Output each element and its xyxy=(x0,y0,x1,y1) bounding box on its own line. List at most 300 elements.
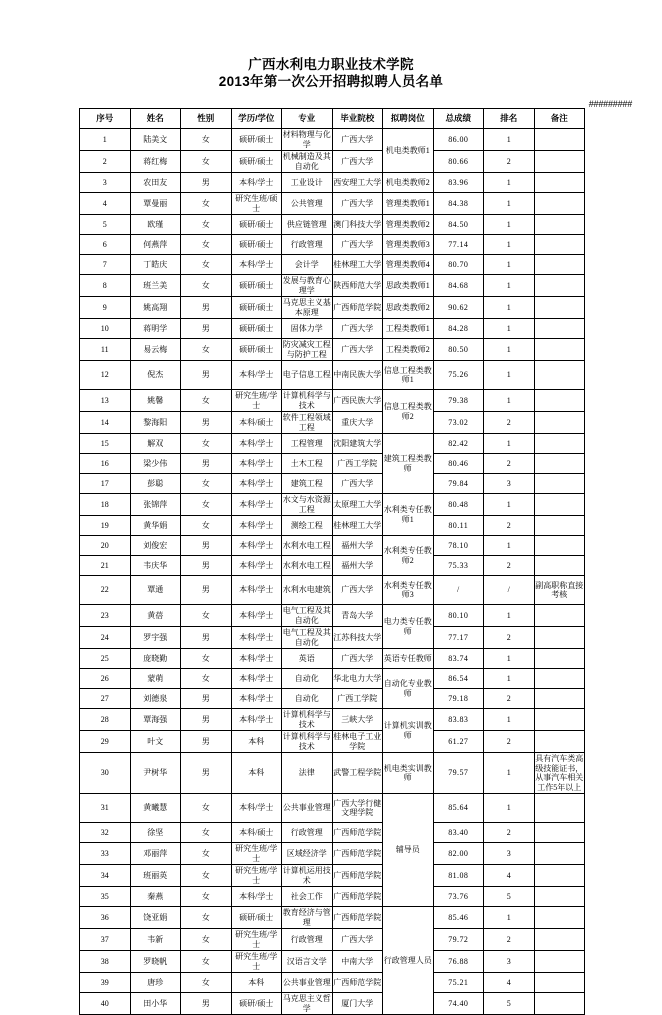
cell-name: 陆美文 xyxy=(130,129,181,151)
cell-school: 桂林理工大学 xyxy=(332,516,383,536)
cell-education: 本科/学士 xyxy=(231,669,282,689)
cell-note xyxy=(534,865,585,887)
cell-note xyxy=(534,215,585,235)
cell-education: 本科/学士 xyxy=(231,556,282,576)
cell-education: 硕研/硕士 xyxy=(231,907,282,929)
cell-name: 唐珍 xyxy=(130,973,181,993)
table-row xyxy=(80,865,585,887)
cell-gender: 男 xyxy=(181,731,232,753)
cell-school: 广西师范学院 xyxy=(332,907,383,929)
cell-score: / xyxy=(433,576,484,605)
cell-education: 本科/学士 xyxy=(231,434,282,454)
cell-score: 77.14 xyxy=(433,235,484,255)
cell-school: 中南大学 xyxy=(332,951,383,973)
cell-note xyxy=(534,474,585,494)
cell-name: 易云梅 xyxy=(130,339,181,361)
table-row xyxy=(80,193,585,215)
column-header-note: 备注 xyxy=(534,109,585,129)
cell-index: 27 xyxy=(80,689,131,709)
cell-post: 思政类教师1 xyxy=(383,275,434,297)
cell-rank: 1 xyxy=(484,753,535,794)
cell-education: 硕研/硕士 xyxy=(231,297,282,319)
table-row xyxy=(80,361,585,390)
cell-gender: 女 xyxy=(181,973,232,993)
cell-rank: 1 xyxy=(484,709,535,731)
cell-name: 罗宇强 xyxy=(130,627,181,649)
cell-major: 英语 xyxy=(282,649,333,669)
cell-post: 自动化专业教师 xyxy=(383,669,434,709)
cell-score: 85.64 xyxy=(433,794,484,823)
cell-note xyxy=(534,794,585,823)
cell-index: 23 xyxy=(80,605,131,627)
cell-school: 福州大学 xyxy=(332,556,383,576)
cell-major: 法律 xyxy=(282,753,333,794)
cell-post: 建筑工程类教师 xyxy=(383,434,434,494)
cell-score: 75.26 xyxy=(433,361,484,390)
cell-score: 86.00 xyxy=(433,129,484,151)
cell-education: 本科/学士 xyxy=(231,887,282,907)
cell-education: 硕研/硕士 xyxy=(231,319,282,339)
cell-education: 本科/学士 xyxy=(231,709,282,731)
cell-note xyxy=(534,993,585,1015)
cell-rank: 1 xyxy=(484,275,535,297)
cell-score: 84.28 xyxy=(433,319,484,339)
cell-major: 水利水电建筑 xyxy=(282,576,333,605)
cell-score: 79.38 xyxy=(433,390,484,412)
cell-score: 80.46 xyxy=(433,454,484,474)
cell-major: 马克思主义基本原理 xyxy=(282,298,331,317)
table-row xyxy=(80,454,585,474)
cell-index: 10 xyxy=(80,319,131,339)
cell-score: 83.96 xyxy=(433,173,484,193)
cell-major: 公共事业管理 xyxy=(282,794,333,823)
cell-school: 广西民族大学 xyxy=(332,390,383,412)
cell-education: 研究生班/学士 xyxy=(231,843,282,865)
cell-index: 3 xyxy=(80,173,131,193)
cell-score: 84.50 xyxy=(433,215,484,235)
cell-gender: 女 xyxy=(181,390,232,412)
cell-score: 80.70 xyxy=(433,255,484,275)
cell-name: 解双 xyxy=(130,434,181,454)
cell-gender: 女 xyxy=(181,669,232,689)
cell-rank: 1 xyxy=(484,536,535,556)
cell-note xyxy=(534,689,585,709)
cell-school: 西安理工大学 xyxy=(332,173,383,193)
table-row xyxy=(80,753,585,794)
cell-note xyxy=(534,536,585,556)
cell-index: 9 xyxy=(80,297,131,319)
cell-index: 30 xyxy=(80,753,131,794)
cell-education: 硕研/硕士 xyxy=(231,215,282,235)
cell-rank: 1 xyxy=(484,649,535,669)
cell-score: 76.88 xyxy=(433,951,484,973)
cell-education: 硕研/硕士 xyxy=(231,151,282,173)
cell-score: 84.68 xyxy=(433,275,484,297)
cell-name: 邓丽萍 xyxy=(130,843,181,865)
cell-gender: 男 xyxy=(181,412,232,434)
cell-education: 本科/学士 xyxy=(231,689,282,709)
cell-note xyxy=(534,339,585,361)
cell-school: 广西大学 xyxy=(332,929,383,951)
cell-name: 班兰美 xyxy=(130,275,181,297)
cell-school: 广西大学 xyxy=(332,151,383,173)
cell-score: 80.10 xyxy=(433,605,484,627)
table-row xyxy=(80,275,585,297)
cell-school: 厦门大学 xyxy=(332,993,383,1015)
cell-score: 83.83 xyxy=(433,709,484,731)
cell-education: 本科/学士 xyxy=(231,361,282,390)
cell-post: 机电类实训教师 xyxy=(383,753,434,794)
cell-education: 硕研/硕士 xyxy=(231,235,282,255)
cell-name: 黄曦慧 xyxy=(130,794,181,823)
cell-post: 管理类教师1 xyxy=(383,193,434,215)
cell-major: 防灾减灾工程与防护工程 xyxy=(282,340,331,359)
table-row xyxy=(80,973,585,993)
table-row xyxy=(80,627,585,649)
cell-post: 行政管理人员 xyxy=(383,907,434,1015)
table-row xyxy=(80,339,585,361)
cell-name: 韦庆华 xyxy=(130,556,181,576)
cell-score: 75.21 xyxy=(433,973,484,993)
cell-gender: 女 xyxy=(181,255,232,275)
cell-major: 计算机运用技术 xyxy=(282,866,331,885)
cell-rank: 5 xyxy=(484,993,535,1015)
cell-note xyxy=(534,556,585,576)
cell-index: 6 xyxy=(80,235,131,255)
cell-score: 80.50 xyxy=(433,339,484,361)
cell-score: 83.40 xyxy=(433,823,484,843)
cell-school: 福州大学 xyxy=(332,536,383,556)
cell-post: 机电类教师1 xyxy=(383,129,434,173)
column-header-post: 拟聘岗位 xyxy=(383,109,434,129)
cell-school: 江苏科技大学 xyxy=(332,627,383,649)
cell-note xyxy=(534,951,585,973)
cell-rank: 2 xyxy=(484,823,535,843)
cell-education: 本科/学士 xyxy=(231,474,282,494)
cell-post: 机电类教师2 xyxy=(383,173,434,193)
cell-gender: 女 xyxy=(181,929,232,951)
cell-major: 马克思主义哲学 xyxy=(282,994,331,1013)
cell-name: 饶亚娟 xyxy=(130,907,181,929)
cell-major: 公共管理 xyxy=(282,193,333,215)
cell-gender: 男 xyxy=(181,173,232,193)
cell-index: 24 xyxy=(80,627,131,649)
table-row xyxy=(80,129,585,151)
table-row xyxy=(80,434,585,454)
cell-rank: 1 xyxy=(484,255,535,275)
cell-name: 彭聪 xyxy=(130,474,181,494)
cell-rank: 1 xyxy=(484,297,535,319)
cell-gender: 女 xyxy=(181,794,232,823)
cell-rank: 1 xyxy=(484,339,535,361)
cell-score: 86.54 xyxy=(433,669,484,689)
cell-name: 蒙萌 xyxy=(130,669,181,689)
cell-education: 硕研/硕士 xyxy=(231,993,282,1015)
cell-rank: 3 xyxy=(484,951,535,973)
cell-note xyxy=(534,390,585,412)
cell-name: 姚高翔 xyxy=(130,297,181,319)
cell-education: 本科/学士 xyxy=(231,627,282,649)
column-header-major: 专业 xyxy=(282,109,333,129)
cell-index: 29 xyxy=(80,731,131,753)
cell-gender: 男 xyxy=(181,753,232,794)
cell-gender: 女 xyxy=(181,193,232,215)
cell-rank: 4 xyxy=(484,865,535,887)
cell-note xyxy=(534,649,585,669)
cell-gender: 女 xyxy=(181,649,232,669)
table-row xyxy=(80,843,585,865)
page-title-line-2: 2013年第一次公开招聘拟聘人员名单 xyxy=(218,74,444,89)
cell-rank: 1 xyxy=(484,319,535,339)
cell-note xyxy=(534,973,585,993)
cell-school: 广西师范学院 xyxy=(332,887,383,907)
cell-rank: 2 xyxy=(484,454,535,474)
cell-education: 本科/学士 xyxy=(231,605,282,627)
cell-education: 研究生班/学士 xyxy=(231,929,282,951)
cell-index: 11 xyxy=(80,339,131,361)
cell-gender: 女 xyxy=(181,275,232,297)
cell-gender: 女 xyxy=(181,494,232,516)
cell-name: 刘俊宏 xyxy=(130,536,181,556)
table-row xyxy=(80,649,585,669)
column-header-score: 总成绩 xyxy=(433,109,484,129)
cell-name: 班丽英 xyxy=(130,865,181,887)
column-header-name: 姓名 xyxy=(130,109,181,129)
cell-index: 8 xyxy=(80,275,131,297)
cell-name: 覃通 xyxy=(130,576,181,605)
cell-major: 行政管理 xyxy=(282,929,333,951)
column-header-index: 序号 xyxy=(80,109,131,129)
cell-rank: 2 xyxy=(484,627,535,649)
cell-major: 材料物理与化学 xyxy=(282,130,331,149)
cell-note xyxy=(534,193,585,215)
cell-index: 7 xyxy=(80,255,131,275)
cell-school: 陕西师范大学 xyxy=(332,275,383,297)
cell-rank: 3 xyxy=(484,843,535,865)
cell-name: 欧瑾 xyxy=(130,215,181,235)
cell-gender: 男 xyxy=(181,536,232,556)
cell-rank: 2 xyxy=(484,731,535,753)
cell-note: 具有汽车类高级技能证书，从事汽车相关工作5年以上 xyxy=(535,754,584,792)
cell-rank: 1 xyxy=(484,173,535,193)
table-row xyxy=(80,173,585,193)
cell-index: 22 xyxy=(80,576,131,605)
cell-score: 74.40 xyxy=(433,993,484,1015)
cell-gender: 男 xyxy=(181,709,232,731)
cell-score: 79.84 xyxy=(433,474,484,494)
cell-school: 华北电力大学 xyxy=(332,669,383,689)
table-row xyxy=(80,319,585,339)
cell-note xyxy=(534,173,585,193)
cell-school: 重庆大学 xyxy=(332,412,383,434)
cell-name: 黄蓓 xyxy=(130,605,181,627)
cell-school: 桂林理工大学 xyxy=(332,255,383,275)
cell-school: 三峡大学 xyxy=(332,709,383,731)
cell-score: 80.66 xyxy=(433,151,484,173)
cell-note xyxy=(534,454,585,474)
column-header-gender: 性别 xyxy=(181,109,232,129)
cell-note xyxy=(534,516,585,536)
cell-note xyxy=(534,361,585,390)
cell-name: 覃海强 xyxy=(130,709,181,731)
cell-education: 本科/硕士 xyxy=(231,823,282,843)
cell-rank: 1 xyxy=(484,215,535,235)
cell-index: 34 xyxy=(80,865,131,887)
table-row xyxy=(80,390,585,412)
cell-name: 徐坚 xyxy=(130,823,181,843)
cell-gender: 女 xyxy=(181,474,232,494)
cell-score: 73.02 xyxy=(433,412,484,434)
cell-education: 硕研/硕士 xyxy=(231,275,282,297)
cell-major: 供应链管理 xyxy=(282,215,333,235)
cell-school: 广西大学 xyxy=(332,339,383,361)
cell-rank: 2 xyxy=(484,516,535,536)
cell-note xyxy=(534,823,585,843)
table-row xyxy=(80,951,585,973)
cell-post: 管理类教师3 xyxy=(383,235,434,255)
table-header xyxy=(80,109,585,129)
cell-rank: 2 xyxy=(484,412,535,434)
overflow-marker: ######### xyxy=(588,99,632,109)
cell-gender: 男 xyxy=(181,319,232,339)
cell-score: 84.38 xyxy=(433,193,484,215)
cell-note xyxy=(534,235,585,255)
cell-major: 区域经济学 xyxy=(282,843,333,865)
cell-note xyxy=(534,605,585,627)
cell-post: 思政类教师2 xyxy=(383,297,434,319)
cell-post: 计算机实训教师 xyxy=(383,709,434,753)
cell-score: 61.27 xyxy=(433,731,484,753)
cell-name: 韦新 xyxy=(130,929,181,951)
table-row xyxy=(80,412,585,434)
cell-name: 张锦萍 xyxy=(130,494,181,516)
cell-note xyxy=(534,494,585,516)
cell-note xyxy=(534,275,585,297)
cell-rank: 1 xyxy=(484,605,535,627)
cell-gender: 男 xyxy=(181,454,232,474)
cell-education: 研究生班/学士 xyxy=(231,865,282,887)
cell-note: 副高职称直接考核 xyxy=(534,576,585,605)
cell-note xyxy=(534,669,585,689)
cell-school: 太原理工大学 xyxy=(332,494,383,516)
cell-rank: 3 xyxy=(484,474,535,494)
cell-school: 广西工学院 xyxy=(332,454,383,474)
cell-rank: 2 xyxy=(484,929,535,951)
column-header-school: 毕业院校 xyxy=(332,109,383,129)
cell-name: 蒋红梅 xyxy=(130,151,181,173)
cell-school: 中南民族大学 xyxy=(332,361,383,390)
cell-index: 32 xyxy=(80,823,131,843)
cell-note xyxy=(534,129,585,151)
cell-major: 计算机科学与技术 xyxy=(282,732,331,751)
cell-gender: 女 xyxy=(181,215,232,235)
cell-education: 本科 xyxy=(231,973,282,993)
cell-gender: 女 xyxy=(181,865,232,887)
cell-education: 本科/学士 xyxy=(231,494,282,516)
cell-name: 农田友 xyxy=(130,173,181,193)
cell-score: 83.74 xyxy=(433,649,484,669)
column-header-education: 学历/学位 xyxy=(231,109,282,129)
cell-score: 90.62 xyxy=(433,297,484,319)
cell-major: 计算机科学与技术 xyxy=(282,391,331,410)
cell-name: 覃曼丽 xyxy=(130,193,181,215)
cell-major: 教育经济与管理 xyxy=(282,908,331,927)
table-row xyxy=(80,494,585,516)
cell-gender: 男 xyxy=(181,689,232,709)
cell-school: 广西大学 xyxy=(332,193,383,215)
cell-index: 36 xyxy=(80,907,131,929)
cell-school: 广西师范学院 xyxy=(332,973,383,993)
cell-rank: 2 xyxy=(484,689,535,709)
page-title-line-1: 广西水利电力职业技术学院 xyxy=(248,57,414,72)
cell-major: 土木工程 xyxy=(282,454,333,474)
cell-index: 33 xyxy=(80,843,131,865)
cell-rank: 1 xyxy=(484,907,535,929)
cell-major: 行政管理 xyxy=(282,235,333,255)
cell-note xyxy=(534,907,585,929)
cell-major: 汉语言文学 xyxy=(282,951,333,973)
cell-major: 固体力学 xyxy=(282,319,333,339)
cell-major: 水利水电工程 xyxy=(282,536,333,556)
cell-score: 79.18 xyxy=(433,689,484,709)
table-row xyxy=(80,235,585,255)
cell-index: 12 xyxy=(80,361,131,390)
cell-school: 广西大学行健文理学院 xyxy=(332,794,383,823)
cell-index: 21 xyxy=(80,556,131,576)
cell-major: 机械制造及其自动化 xyxy=(282,152,331,171)
cell-post: 工程类教师1 xyxy=(383,319,434,339)
roster-table xyxy=(79,108,585,1015)
cell-post: 工程类教师2 xyxy=(383,339,434,361)
cell-major: 自动化 xyxy=(282,689,333,709)
cell-note xyxy=(534,731,585,753)
cell-major: 行政管理 xyxy=(282,823,333,843)
cell-gender: 女 xyxy=(181,235,232,255)
cell-education: 本科/学士 xyxy=(231,454,282,474)
table-row xyxy=(80,709,585,731)
cell-index: 19 xyxy=(80,516,131,536)
cell-rank: 5 xyxy=(484,887,535,907)
cell-gender: 女 xyxy=(181,823,232,843)
cell-post: 水利类专任教师2 xyxy=(383,536,434,576)
cell-note xyxy=(534,434,585,454)
cell-index: 2 xyxy=(80,151,131,173)
cell-name: 黎海阳 xyxy=(130,412,181,434)
cell-rank: 2 xyxy=(484,151,535,173)
table-row xyxy=(80,887,585,907)
cell-rank: 2 xyxy=(484,556,535,576)
cell-post: 辅导员 xyxy=(383,794,434,907)
cell-post: 水利类专任教师3 xyxy=(383,576,434,605)
cell-name: 蒋明学 xyxy=(130,319,181,339)
cell-gender: 女 xyxy=(181,151,232,173)
cell-name: 尹树华 xyxy=(130,753,181,794)
cell-score: 77.17 xyxy=(433,627,484,649)
cell-index: 26 xyxy=(80,669,131,689)
cell-index: 25 xyxy=(80,649,131,669)
cell-note xyxy=(534,297,585,319)
cell-post: 电力类专任教师 xyxy=(383,605,434,649)
cell-rank: 1 xyxy=(484,390,535,412)
cell-major: 工业设计 xyxy=(282,173,333,193)
cell-education: 本科 xyxy=(231,731,282,753)
cell-note xyxy=(534,627,585,649)
table-row xyxy=(80,536,585,556)
table-row xyxy=(80,151,585,173)
table-row xyxy=(80,907,585,929)
cell-school: 广西大学 xyxy=(332,649,383,669)
cell-score: 75.33 xyxy=(433,556,484,576)
